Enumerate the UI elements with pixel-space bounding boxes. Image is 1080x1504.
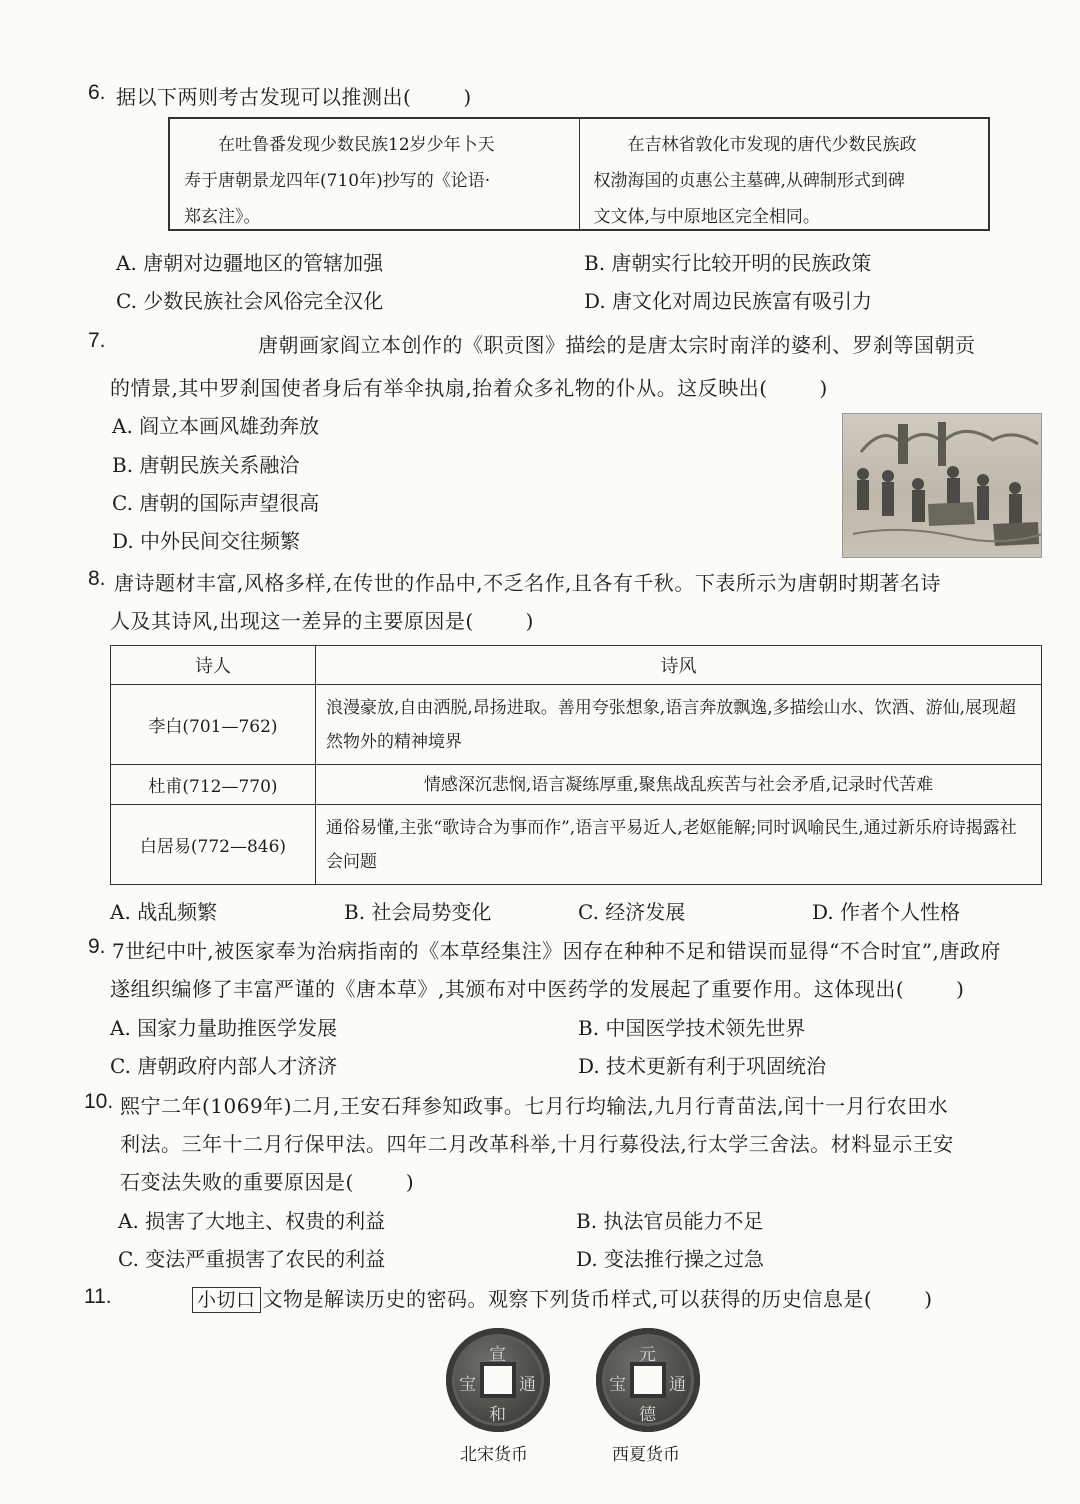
question-number: 10.	[84, 1090, 114, 1113]
coin-caption-western-xia: 西夏货币	[612, 1445, 680, 1465]
topic-tag: 小切口	[192, 1287, 261, 1313]
question-line-2: 人及其诗风,出现这一差异的主要原因是( )	[110, 609, 534, 633]
table-cell-poet: 杜甫(712—770)	[111, 765, 316, 805]
option-d[interactable]: D. 变法推行操之过急	[576, 1247, 765, 1271]
coin-char-bottom: 德	[639, 1405, 656, 1425]
option-c[interactable]: C. 唐朝政府内部人才济济	[110, 1054, 338, 1078]
coin-char-right: 通	[519, 1375, 536, 1395]
option-c[interactable]: C. 变法严重损害了农民的利益	[118, 1247, 386, 1271]
table-row	[111, 765, 1042, 805]
option-d[interactable]: D. 技术更新有利于巩固统治	[578, 1054, 827, 1078]
question-line-1: 7世纪中叶,被医家奉为治病指南的《本草经集注》因存在种种不足和错误而显得“不合时宜”,唐政府	[112, 939, 1001, 963]
question-number: 6.	[88, 81, 106, 104]
table-cell-style: 浪漫豪放,自由洒脱,昂扬进取。善用夸张想象,语言奔放飘逸,多描绘山水、饮酒、游仙,展现超然物外的精神境界	[316, 685, 1042, 765]
western-xia-coin-image	[596, 1328, 700, 1432]
question-number: 9.	[88, 935, 106, 958]
coin-char-top: 宣	[489, 1345, 506, 1365]
option-b[interactable]: B. 执法官员能力不足	[576, 1209, 764, 1233]
option-a[interactable]: A. 战乱频繁	[110, 900, 218, 924]
northern-song-coin-image	[446, 1328, 550, 1432]
question-line-1: 唐朝画家阎立本创作的《职贡图》描绘的是唐太宗时南洋的婆利、罗刹等国朝贡	[258, 333, 976, 357]
option-b[interactable]: B. 社会局势变化	[344, 900, 492, 924]
coin-hole	[484, 1366, 512, 1394]
option-a[interactable]: A. 唐朝对边疆地区的管辖加强	[116, 251, 384, 275]
question-line-2: 遂组织编修了丰富严谨的《唐本草》,其颁布对中医药学的发展起了重要作用。这体现出( )	[110, 977, 965, 1001]
material-right: 在吉林省敦化市发现的唐代少数民族政 权渤海国的贞惠公主墓碑,从碑制形式到碑 文文体,与中原地区完全相同。	[579, 119, 989, 229]
option-c[interactable]: C. 少数民族社会风俗完全汉化	[116, 289, 384, 313]
tribute-painting-image	[842, 413, 1042, 558]
table-row	[111, 805, 1042, 885]
poets-table	[110, 645, 1042, 885]
coin-char-top: 元	[639, 1345, 656, 1365]
painting-figures-icon	[843, 414, 1042, 558]
coin-hole	[634, 1366, 662, 1394]
question-line-2: 的情景,其中罗刹国使者身后有举伞执扇,抬着众多礼物的仆从。这反映出( )	[110, 376, 828, 400]
table-cell-poet: 李白(701—762)	[111, 685, 316, 765]
coin-char-left: 宝	[609, 1375, 626, 1395]
question-line-1: 熙宁二年(1069年)二月,王安石拜参知政事。七月行均输法,九月行青苗法,闰十一月行农田水	[120, 1094, 949, 1118]
option-b[interactable]: B. 唐朝民族关系融洽	[112, 453, 300, 477]
question-number: 11.	[84, 1285, 112, 1308]
option-a[interactable]: A. 国家力量助推医学发展	[110, 1016, 338, 1040]
coin-char-bottom: 和	[489, 1405, 506, 1425]
material-left: 在吐鲁番发现少数民族12岁少年卜天 寿于唐朝景龙四年(710年)抄写的《论语· 郑玄注》。	[184, 135, 495, 227]
table-header-row	[111, 646, 1042, 685]
question-line-1: 小切口 文物是解读历史的密码。观察下列货币样式,可以获得的历史信息是( )	[192, 1283, 933, 1313]
table-cell-poet: 白居易(772—846)	[111, 805, 316, 885]
coin-char-left: 宝	[459, 1375, 476, 1395]
option-b[interactable]: B. 唐朝实行比较开明的民族政策	[584, 251, 872, 275]
coin-char-right: 通	[669, 1375, 686, 1395]
option-d[interactable]: D. 中外民间交往频繁	[112, 529, 301, 553]
table-header-style: 诗风	[316, 646, 1042, 685]
question-line-3: 石变法失败的重要原因是( )	[120, 1170, 415, 1194]
option-d[interactable]: D. 作者个人性格	[812, 900, 961, 924]
table-row	[111, 685, 1042, 765]
table-cell-style: 情感深沉悲悯,语言凝练厚重,聚焦战乱疾苦与社会矛盾,记录时代苦难	[316, 765, 1042, 805]
question-line-2: 利法。三年十二月行保甲法。四年二月改革科举,十月行募役法,行太学三舍法。材料显示王安	[120, 1132, 954, 1156]
coin-caption-northern-song: 北宋货币	[460, 1445, 528, 1465]
question-line-1: 唐诗题材丰富,风格多样,在传世的作品中,不乏名作,且各有千秋。下表所示为唐朝时期著名诗	[114, 571, 941, 595]
material-box	[168, 117, 990, 231]
option-d[interactable]: D. 唐文化对周边民族富有吸引力	[584, 289, 873, 313]
question-number: 7.	[88, 329, 106, 352]
option-a[interactable]: A. 阎立本画风雄劲奔放	[112, 414, 320, 438]
table-cell-style: 通俗易懂,主张“歌诗合为事而作”,语言平易近人,老妪能解;同时讽喻民生,通过新乐府诗揭露社会问题	[316, 805, 1042, 885]
table-header-poet: 诗人	[111, 646, 316, 685]
option-c[interactable]: C. 唐朝的国际声望很高	[112, 491, 320, 515]
option-a[interactable]: A. 损害了大地主、权贵的利益	[118, 1209, 386, 1233]
question-stem: 据以下两则考古发现可以推测出( )	[116, 85, 472, 109]
option-c[interactable]: C. 经济发展	[578, 900, 686, 924]
question-number: 8.	[88, 567, 106, 590]
option-b[interactable]: B. 中国医学技术领先世界	[578, 1016, 806, 1040]
